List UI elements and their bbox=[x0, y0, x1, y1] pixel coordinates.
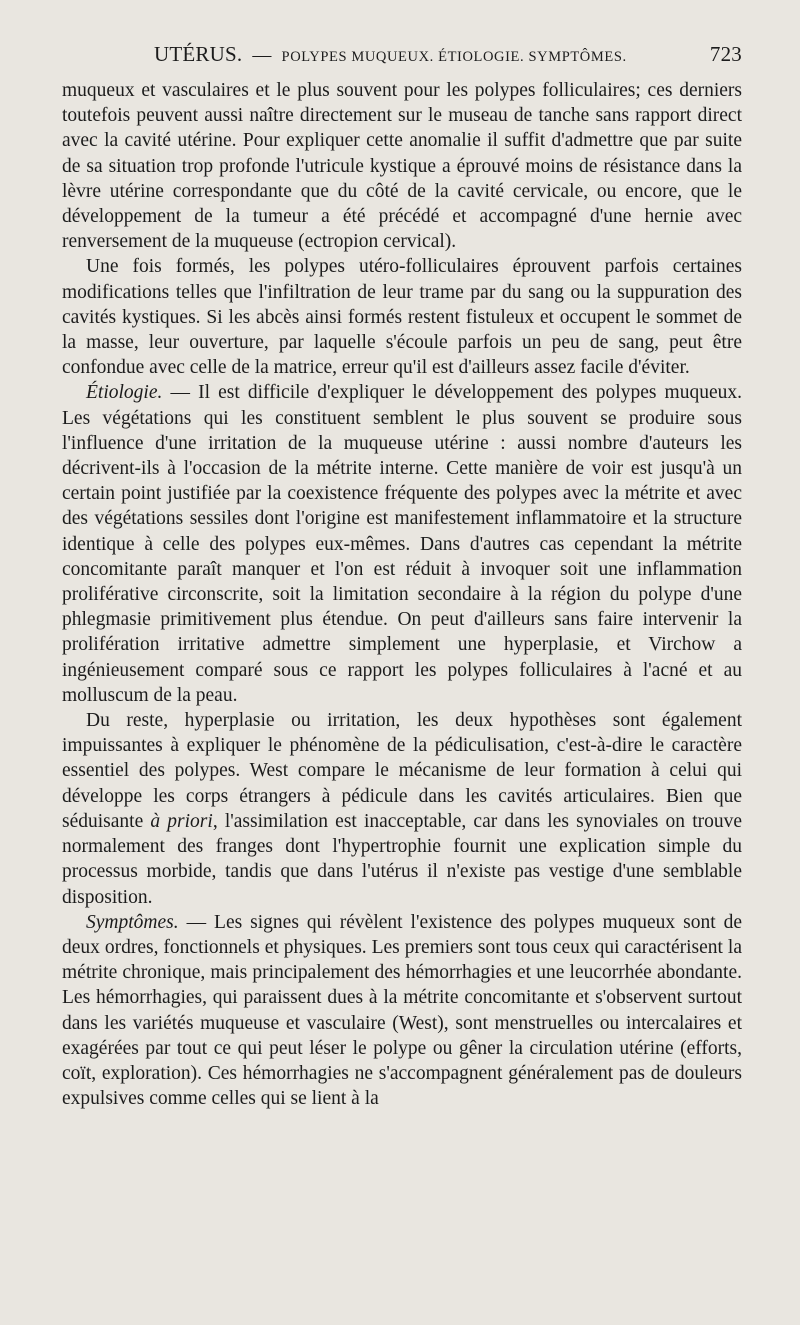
paragraph-text: Du reste, hyperplasie ou irritation, les deux hypothèses sont également impuissantes à expliquer le phénomène de la pédiculisation, c'est-à-dire le caractère essentiel des polypes. West compare le mécanisme de leur formation à celui qui développe les corps étrangers à pédicule dans les cavités articulaires. Bien que séduisante bbox=[62, 710, 742, 832]
header-title: UTÉRUS. bbox=[154, 42, 243, 66]
paragraph-etiologie bbox=[62, 380, 742, 708]
body-text bbox=[62, 78, 742, 1111]
page-number: 723 bbox=[709, 42, 742, 66]
paragraph-text-after: , l'assimilation est inacceptable, car dans les synoviales on trouve normalement des franges dont l'hypertrophie fournit une explication simple du processus morbide, tandis que dans l'utérus il n'existe pas vestige d'une semblable disposition. bbox=[62, 810, 743, 908]
paragraph-4 bbox=[62, 708, 742, 910]
paragraph-symptomes bbox=[62, 910, 742, 1112]
paragraph-text: — Il est difficile d'expliquer le développement des polypes muqueux. Les végétations qui les constituent semblent le plus souvent se produire sous l'influence d'une irritation de la muqueuse utérine : aussi nombre d'auteurs les décrivent-ils à l'occasion de la métrite interne. Cette manière de voir est jusqu'à un certain point justifiée par la coexistence fréquente des polypes avec la métrite et avec des végétations sessiles dont l'origine est manifestement inflammatoire et la structure identique à celle des polypes eux-mêmes. Dans d'autres cas cependant la métrite concomitante paraît manquer et l'on est réduit à invoquer soit une inflammation proliférative circonscrite, soit la limitation secondaire à la région du polype d'une phlegmasie primitivement plus étendue. On peut d'ailleurs sans faire intervenir la prolifération irritative admettre simplement une hyperplasie, et Virchow a ingénieusement comparé sous ce rapport les polypes folliculaires à l'acné et au molluscum de la peau. bbox=[62, 382, 742, 706]
running-header bbox=[62, 42, 742, 72]
paragraph-text: — Les signes qui révèlent l'existence des polypes muqueux sont de deux ordres, fonctionnels et physiques. Les premiers sont tous ceux qui caractérisent la métrite chronique, mais principalement des hémorrhagies et une leucorrhée abondante. Les hémorrhagies, qui paraissent dues à la métrite concomitante et s'observent surtout dans les variétés muqueuse et vasculaire (West), sont menstruelles ou intercalaires et exagérées par tout ce qui peut léser le polype ou gêner la circulation utérine (efforts, coït, exploration). Ces hémorrhagies ne s'accompagnent généralement pas de douleurs expulsives comme celles qui se lient à la bbox=[62, 911, 742, 1110]
section-heading-symptomes: Symptômes. bbox=[86, 911, 179, 933]
paragraph-text: muqueux et vasculaires et le plus souvent pour les polypes folliculaires; ces derniers toutefois peuvent aussi naître directement sur le museau de tanche sans rapport direct avec la cavité utérine. Pour expliquer cette anomalie il suffit d'admettre que par suite de sa situation trop profonde l'utricule kystique a éprouvé moins de résistance dans la lèvre utérine correspondante que du côté de la cavité cervicale, ou encore, que le développement de la tumeur a été précédé et accompagné d'une hernie avec renversement de la muqueuse (ectropion cervical). bbox=[62, 80, 742, 253]
paragraph-text: Une fois formés, les polypes utéro-folliculaires éprouvent parfois certaines modifications telles que l'infiltration de leur trame par du sang ou la suppuration des cavités kystiques. Si les abcès ainsi formés restent fistuleux et occupent le sommet de la masse, leur ouverture, par laquelle s'écoule parfois un peu de sang, peut être confondue avec celle de la matrice, erreur qu'il est d'ailleurs assez facile d'éviter. bbox=[62, 256, 742, 379]
italic-term: à priori bbox=[150, 810, 213, 832]
header-dash: — bbox=[252, 45, 272, 66]
paragraph-1 bbox=[62, 78, 742, 254]
section-heading-etiologie: Étiologie. bbox=[86, 382, 163, 404]
paragraph-2 bbox=[62, 254, 742, 380]
header-subtitle: POLYPES MUQUEUX. ÉTIOLOGIE. SYMPTÔMES. bbox=[281, 49, 627, 65]
